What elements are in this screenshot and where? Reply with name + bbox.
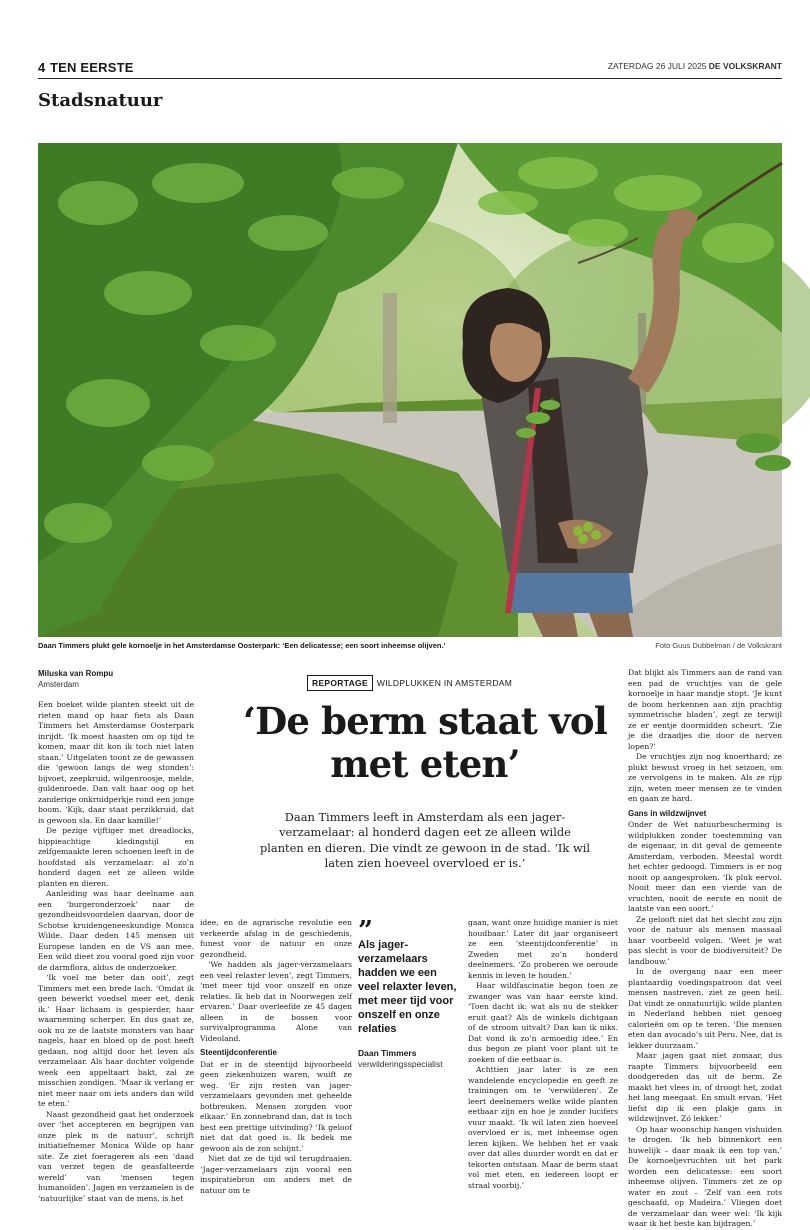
dateline: Amsterdam (38, 680, 79, 689)
kicker-label: REPORTAGE (307, 675, 373, 691)
paragraph: Op haar woonschip hangen vishuiden te drogen. ‘Ik heb binnenkort een huwelijk – daar maak ik een top van.’ De kornoeljevruchten uit het park worden een delicatesse: een soort inheemse olijven. Timmers zet ze op water en zout – ‘Zelf van een rots geschaafd, op Madeira.’ Vliegen doet de verzamelaar dan weer wel: ‘Ik kijk waar ik het beste kan bijdragen.’ (628, 1124, 782, 1228)
masthead (38, 60, 782, 78)
article-intro: Daan Timmers leeft in Amsterdam als een jager-verzamelaar: al honderd dagen eet ze alleen wilde planten en dieren. Die vindt ze gewoon in de stad. ‘Ik wil laten zien hoeveel overvloed er is.’ (259, 810, 590, 871)
paragraph: Achttien jaar later is ze een wandelende encyclopedie en geeft ze trainingen om te ‘verwilderen’. Ze leert deelnemers welke wilde planten eetbaar zijn en hoe je zonder lucifers vuur maakt. ‘Ik wil laten zien hoeveel overvloed er is, met inheemse ogen leren kijken. We hebben het er vaak over dat alles duurder wordt en dat er tekorten ontstaan. Maar de berm staat vol met eten, en iedereen loopt er straal voorbij.’ (468, 1065, 618, 1190)
masthead-rule (38, 78, 782, 79)
article-column-3 (468, 918, 618, 1191)
quote-speaker: Daan Timmers (358, 1048, 417, 1058)
paragraph: idee, en de agrarische revolutie een verkeerde afslag in de geschiedenis, funest voor de natuur en onze gezondheid. (200, 918, 352, 959)
photo-caption: Daan Timmers plukt gele kornoelje in het Amsterdamse Oosterpark: ‘Een delicatesse; een soort inheemse olijven.’ (38, 641, 446, 650)
paragraph: Onder de Wet natuurbescherming is wildplukken zonder toestemming van de eigenaar, in dit geval de gemeente Amsterdam, verboden. Meestal wordt het echter gedoogd. Timmers is er nog nooit op aangesproken. ‘Ik pluk eervol. Nooit meer dan een vierde van de vruchten, nooit de eerste en nooit de laatste van een soort.’ (628, 820, 782, 913)
department-title: Stadsnatuur (38, 90, 163, 111)
newspaper-name: DE VOLKSKRANT (708, 61, 782, 71)
photo-caption-row (38, 641, 782, 653)
byline (38, 668, 194, 690)
subheading: Steentijdconferentie (200, 1048, 277, 1057)
page-number: 4 (38, 60, 46, 75)
paragraph: ‘We hadden als jager-verzamelaars een veel relaxter leven’, zegt Timmers, ‘met meer tijd voor onszelf en onze relaties. Ik heb dat in Noorwegen zelf ervaren.’ Daar overleefde ze 45 dagen alleen in de bossen voor survivalprogramma Alone van Videoland. (200, 960, 352, 1043)
issue-date: ZATERDAG 26 JULI 2025 (607, 61, 707, 71)
paragraph: Ze gelooft niet dat het slecht zou zijn voor de natuur als mensen massaal haar voorbeeld volgen. ‘Weet je wat pas slecht is voor de biodiversiteit? De landbouw.’ (628, 914, 782, 966)
paragraph: gaan, want onze huidige manier is niet houdbaar.’ Later dit jaar organiseert ze een ‘steentijdconferentie’ in Zweden met zo’n honderd deelnemers. ‘Zo proberen we oeroude kennis in leven te houden.’ (468, 918, 618, 980)
pull-quote (358, 916, 460, 1069)
paragraph: Aanleiding was haar deelname aan een ‘burgeronderzoek’ naar de gezondheidsvoordelen daarvan, door de Schotse kruidengeneeskundige Monica Wilde. Daar deden 145 mensen uit Europese landen en de VS aan mee. Een wild dieet zou vooral goed zijn voor de darmflora, aldus de onderzoeker. (38, 889, 194, 972)
quote-text: Als jager-verzamelaars hadden we een veel relaxter leven, met meer tijd voor onszelf en onze relaties (358, 939, 457, 1035)
author-name: Miluska van Rompu (38, 669, 114, 678)
article-column-4 (628, 668, 782, 1230)
paragraph: Haar wildfascinatie begon toen ze zwanger was van haar eerste kind. ‘Toen dacht ik: wat als nu de stekker eruit gaat? Als de winkels dichtgaan of de stroom uitvalt? Dan kan ik niks. Dat vond ik zo’n armoedig idee.’ En dus begon ze plant voor plant uit te zoeken of die eetbaar is. (468, 981, 618, 1064)
headline: ‘De berm staat vol met eten’ (242, 699, 607, 786)
article-photo (38, 143, 782, 637)
paragraph: Dat blijkt als Timmers aan de rand van een pad de vruchtjes van de gele kornoelje in haar mandje stopt. ‘Je kunt de boom herkennen aan zijn prachtig symmetrische bladen’, zegt ze terwijl ze er eentje doormidden scheurt. ‘Zie je die draadjes die door de nerven lopen?’ (628, 668, 782, 751)
photo-illustration (38, 143, 782, 637)
paragraph: Niet dat ze de tijd wil terugdraaien. ‘Jager-verzamelaars zijn vooral een inspiratiebron om anders met de natuur om te (200, 1154, 352, 1195)
article-kicker (307, 675, 512, 691)
article-column-2 (200, 918, 352, 1196)
quote-mark: ” (358, 916, 373, 946)
subheading: Gans in wildzwijnvet (628, 808, 707, 818)
quote-speaker-role: verwilderingsspecialist (358, 1059, 443, 1069)
masthead-date (608, 61, 782, 71)
article-column-1 (38, 700, 194, 1204)
paragraph: Dat er in de steentijd bijvoorbeeld geen ziekenhuizen waren, wuift ze weg. ‘Er zijn resten van jager-verzamelaars gevonden met geheelde botbreuken. Mensen zorgden voor elkaar.’ En zonnebrand dan, dat is toch best een prettige uitvinding? ‘Ik geloof niet dat dat goed is. Ik bedek me gewoon als de zon schijnt.’ (200, 1059, 352, 1153)
photo-credit: Foto Guus Dubbelman / de Volkskrant (655, 641, 782, 650)
paragraph: Naast gezondheid gaat het onderzoek over ‘het accepteren en begrijpen van onze plek in de natuur’, schrijft initiatiefnemer Monica Wilde op haar site. Ze ziet foeragerен als een ‘daad van verzet tegen de geasfalteerde wereld’ van ‘mensen tegen humanoïden’. Jagen en verzamelen is de ‘natuurlijke’ staat van de mens, is het (38, 1109, 194, 1203)
section-title: TEN EERSTE (50, 60, 134, 75)
paragraph: De pezige vijftiger met dreadlocks, hippieachtige kledingstijl en zelfgemaakte leren schoenen leeft in de hoofdstad als verzamelaar: al zo’n honderd dagen eet ze alleen wilde planten en dieren. (38, 826, 194, 888)
paragraph: In de overgang naar een meer plantaardig voedingspatroon dat veel mensen nastreven, ziet ze geen heil. Dat vindt ze onnatuurlijk: wilde planten in Nederland hebben niet genoeg calorieën om op te teren. ‘Die mensen eten dan avocado’s uit Peru. Nee, dat is lekker duurzaam.’ (628, 967, 782, 1050)
paragraph: ‘Ik voel me beter dan ooit’, zegt Timmers met een brede lach. ‘Omdat ik geen bewerkt voedsel meer eet, denk ik.’ Haar lichaam is gespierder, haar waarneming scherper. En dus gaat ze, ook nu ze de laatste monsters van haar nagels, haar en bloed op de post heeft gedaan, nog altijd door het leven als verzamelaar. Als haar dochter volgende week een appeltaart bakt, zal ze misschien zondigen. ‘Maar ik verlang er niet meer naar om iets anders dan wild te eten.’ (38, 973, 194, 1108)
paragraph: De vruchtjes zijn nog knoerthard; ze plukt bewust vroeg in het seizoen, om ze vervolgens in te maken. Als ze rijp zijn, weten meer mensen ze te vinden en gaan ze hard. (628, 752, 782, 803)
paragraph: Een boeket wilde planten steekt uit de rieten mand op haar fiets als Daan Timmers het Amsterdamse Oosterpark inrijdt. ‘Ik moest haasten om op tijd te komen, maar dit kon ik toch niet laten staan.’ Uitgelaten toont ze de gewassen die ‘gewoon langs de weg stonden’: bijvoet, zeepkruid, wilgenroosje, melde, guldenroede. Dan valt haar oog op het zanderige onkruidperkje rond een jonge boom. ‘Kijk, daar staat perzikkruid, dat is gewoon sla. En daar kamille!’ (38, 700, 194, 825)
paragraph: Maar jagen gaat niet zomaar, dus raapte Timmers bijvoorbeeld een doodgereden das uit de berm. Ze maakt het vlees in, of droogt het, zodat het lang meegaat. En smult ervan. ‘Het liefst dip ik een plakje gans in wildzwijnvet. Zó lekker.’ (628, 1051, 782, 1123)
kicker-topic: WILDPLUKKEN IN AMSTERDAM (376, 678, 513, 688)
